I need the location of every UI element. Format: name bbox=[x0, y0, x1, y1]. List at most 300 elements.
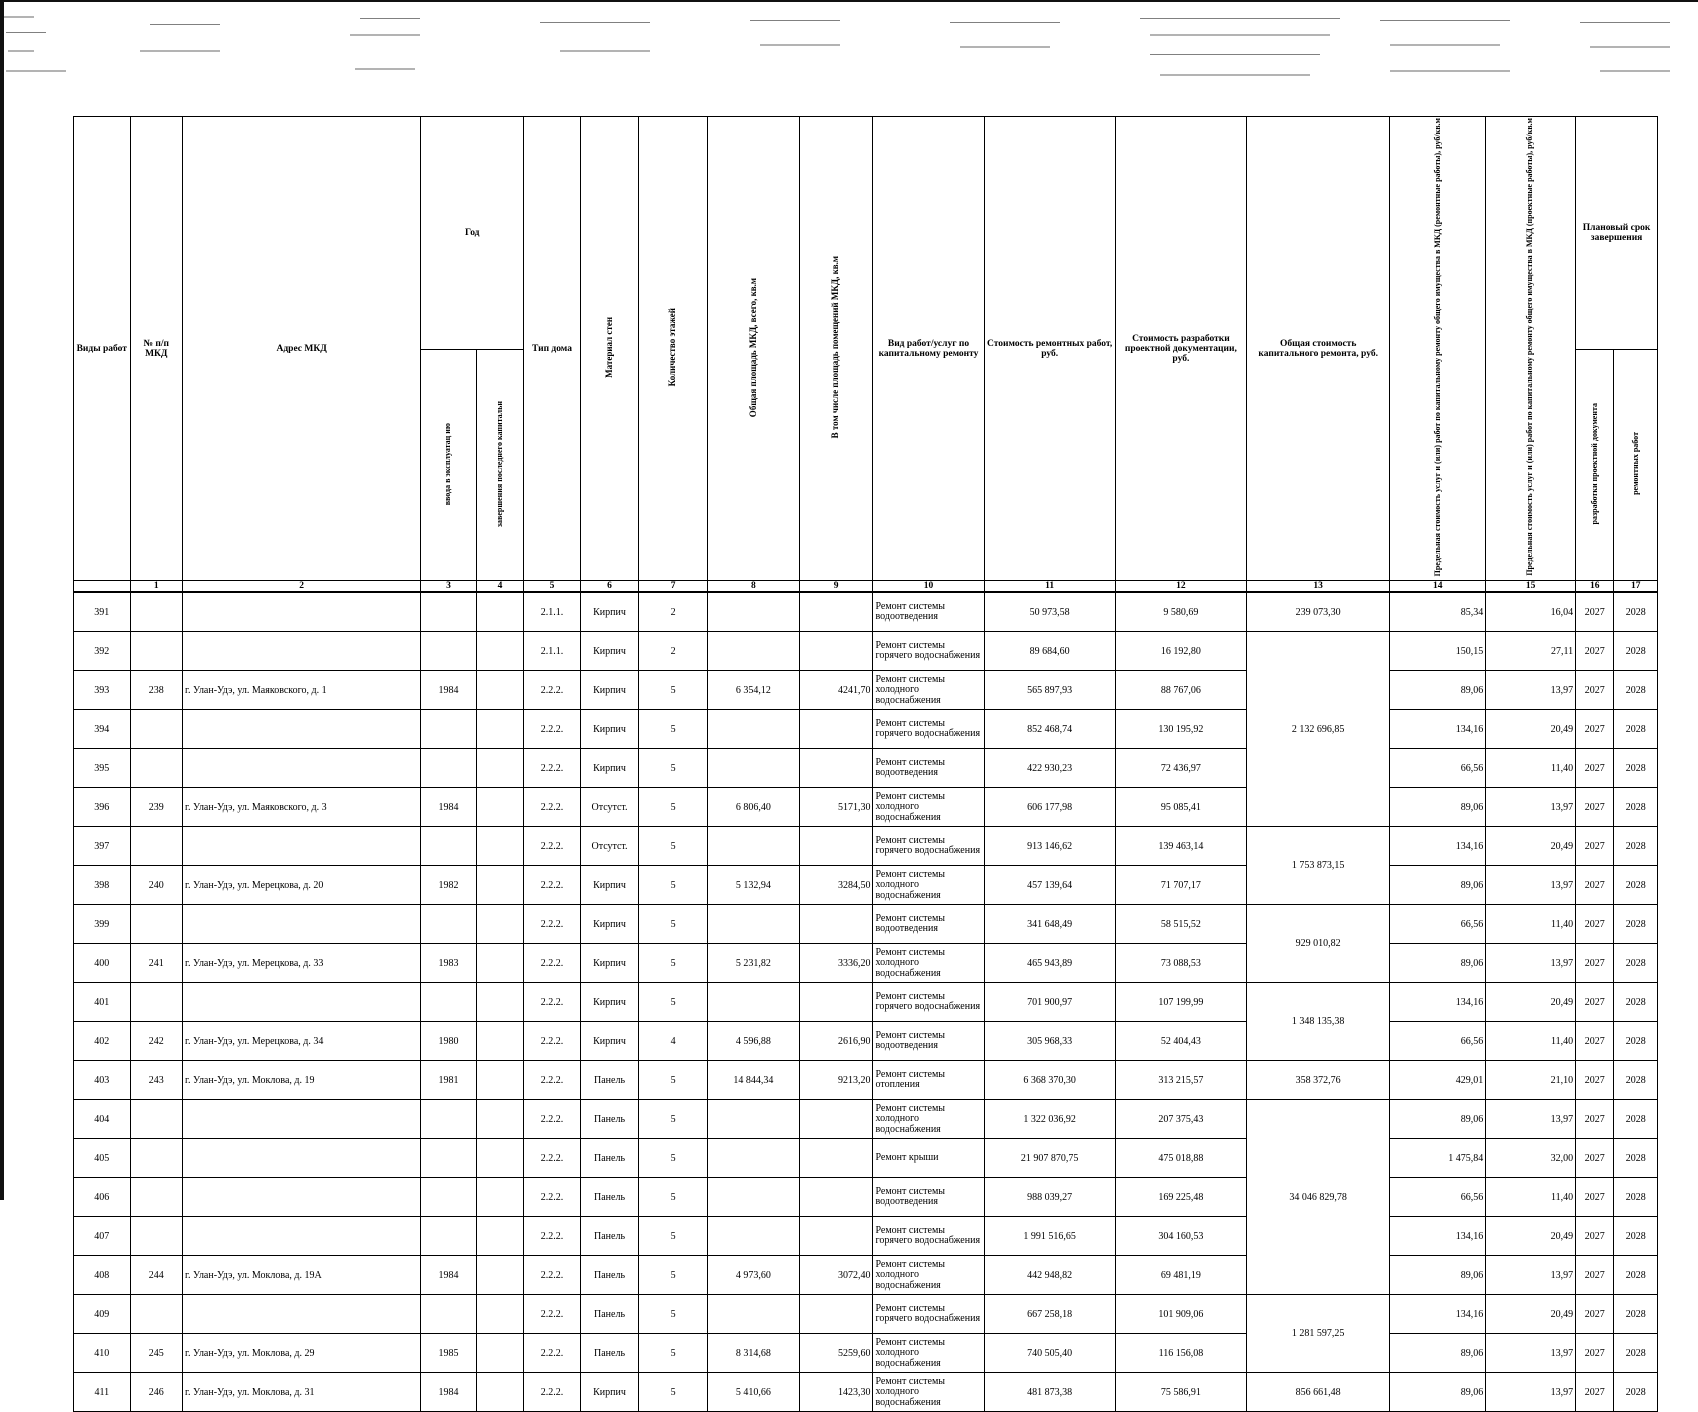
hdr-srok-rem-text: ремонтных работ bbox=[1630, 432, 1640, 496]
address: г. Улан-Удэ, ул. Маяковского, д. 3 bbox=[183, 788, 421, 827]
deadline-repair: 2028 bbox=[1614, 905, 1658, 944]
year-last-repair bbox=[476, 788, 523, 827]
wall-material: Кирпич bbox=[580, 632, 639, 671]
house-type: 2.2.2. bbox=[524, 788, 581, 827]
limit-cost-repair: 1 475,84 bbox=[1390, 1139, 1486, 1178]
address: г. Улан-Удэ, ул. Моклова, д. 29 bbox=[183, 1334, 421, 1373]
col-number: 11 bbox=[984, 581, 1115, 593]
premises-area: 9213,20 bbox=[799, 1061, 873, 1100]
work-type: Ремонт системы холодного водоснабжения bbox=[873, 944, 984, 983]
limit-cost-repair: 134,16 bbox=[1390, 1217, 1486, 1256]
design-cost: 475 018,88 bbox=[1115, 1139, 1246, 1178]
wall-material: Кирпич bbox=[580, 749, 639, 788]
total-area bbox=[707, 983, 799, 1022]
wall-material: Панель bbox=[580, 1295, 639, 1334]
design-cost: 73 088,53 bbox=[1115, 944, 1246, 983]
deadline-design: 2027 bbox=[1576, 671, 1614, 710]
year-commissioned bbox=[421, 827, 477, 866]
limit-cost-repair: 429,01 bbox=[1390, 1061, 1486, 1100]
hdr-vidy-rabot: Виды работ bbox=[74, 117, 131, 581]
col-number: 15 bbox=[1486, 581, 1576, 593]
house-type: 2.2.2. bbox=[524, 983, 581, 1022]
repair-cost: 457 139,64 bbox=[984, 866, 1115, 905]
col-number: 2 bbox=[183, 581, 421, 593]
design-cost: 304 160,53 bbox=[1115, 1217, 1246, 1256]
work-type: Ремонт системы водоотведения bbox=[873, 592, 984, 632]
repair-cost: 341 648,49 bbox=[984, 905, 1115, 944]
premises-area bbox=[799, 1295, 873, 1334]
year-last-repair bbox=[476, 866, 523, 905]
address bbox=[183, 1217, 421, 1256]
total-area: 5 231,82 bbox=[707, 944, 799, 983]
col-number: 4 bbox=[476, 581, 523, 593]
address: г. Улан-Удэ, ул. Моклова, д. 31 bbox=[183, 1373, 421, 1412]
work-type: Ремонт системы холодного водоснабжения bbox=[873, 1256, 984, 1295]
repair-cost: 465 943,89 bbox=[984, 944, 1115, 983]
col-number: 16 bbox=[1576, 581, 1614, 593]
work-type: Ремонт системы холодного водоснабжения bbox=[873, 1373, 984, 1412]
year-last-repair bbox=[476, 827, 523, 866]
hdr-material-text: Материал стен bbox=[603, 316, 614, 378]
row-number: 396 bbox=[74, 788, 131, 827]
hdr-srok-rem bbox=[1614, 349, 1658, 580]
year-last-repair bbox=[476, 1334, 523, 1373]
deadline-repair: 2028 bbox=[1614, 1178, 1658, 1217]
hdr-vid-rabot: Вид работ/услуг по капитальному ремонту bbox=[873, 117, 984, 581]
mkd-number: 240 bbox=[130, 866, 182, 905]
hdr-god-vvod bbox=[421, 349, 477, 580]
deadline-design: 2027 bbox=[1576, 1022, 1614, 1061]
house-type: 2.2.2. bbox=[524, 1295, 581, 1334]
total-cost: 929 010,82 bbox=[1247, 905, 1390, 983]
house-type: 2.1.1. bbox=[524, 592, 581, 632]
premises-area bbox=[799, 1178, 873, 1217]
floors: 5 bbox=[639, 710, 708, 749]
total-area: 5 132,94 bbox=[707, 866, 799, 905]
premises-area bbox=[799, 592, 873, 632]
limit-cost-design: 27,11 bbox=[1486, 632, 1576, 671]
floors: 5 bbox=[639, 671, 708, 710]
deadline-design: 2027 bbox=[1576, 1178, 1614, 1217]
hdr-pred15 bbox=[1486, 117, 1576, 581]
hdr-stoim-rem: Стоимость ремонтных работ, руб. bbox=[984, 117, 1115, 581]
col-number: 13 bbox=[1247, 581, 1390, 593]
work-type: Ремонт системы холодного водоснабжения bbox=[873, 866, 984, 905]
mkd-number bbox=[130, 1178, 182, 1217]
col-number: 1 bbox=[130, 581, 182, 593]
limit-cost-repair: 89,06 bbox=[1390, 1373, 1486, 1412]
table-row bbox=[74, 1178, 1658, 1217]
wall-material: Панель bbox=[580, 1100, 639, 1139]
house-type: 2.1.1. bbox=[524, 632, 581, 671]
hdr-adres: Адрес МКД bbox=[183, 117, 421, 581]
wall-material: Панель bbox=[580, 1178, 639, 1217]
house-type: 2.2.2. bbox=[524, 1100, 581, 1139]
deadline-repair: 2028 bbox=[1614, 632, 1658, 671]
limit-cost-repair: 66,56 bbox=[1390, 1022, 1486, 1061]
mkd-number bbox=[130, 983, 182, 1022]
hdr-ploshad bbox=[707, 117, 799, 581]
year-last-repair bbox=[476, 1061, 523, 1100]
year-commissioned bbox=[421, 905, 477, 944]
hdr-pred14-text: Предельная стоимость услуг и (или) работ по капитальному ремонту общего имущества в МКД (ремонтные работы), руб/кв.м bbox=[1432, 118, 1442, 577]
col-number-blank bbox=[74, 581, 131, 593]
design-cost: 101 909,06 bbox=[1115, 1295, 1246, 1334]
deadline-design: 2027 bbox=[1576, 1217, 1614, 1256]
row-number: 397 bbox=[74, 827, 131, 866]
repair-cost: 1 991 516,65 bbox=[984, 1217, 1115, 1256]
year-last-repair bbox=[476, 1022, 523, 1061]
address: г. Улан-Удэ, ул. Мерецкова, д. 20 bbox=[183, 866, 421, 905]
table-row bbox=[74, 827, 1658, 866]
work-type: Ремонт системы горячего водоснабжения bbox=[873, 710, 984, 749]
total-area: 14 844,34 bbox=[707, 1061, 799, 1100]
floors: 5 bbox=[639, 983, 708, 1022]
top-border bbox=[0, 0, 1698, 2]
hdr-material bbox=[580, 117, 639, 581]
total-cost: 1 753 873,15 bbox=[1247, 827, 1390, 905]
year-last-repair bbox=[476, 1217, 523, 1256]
wall-material: Панель bbox=[580, 1061, 639, 1100]
year-commissioned bbox=[421, 592, 477, 632]
deadline-design: 2027 bbox=[1576, 1373, 1614, 1412]
total-area bbox=[707, 592, 799, 632]
repair-cost: 422 930,23 bbox=[984, 749, 1115, 788]
design-cost: 71 707,17 bbox=[1115, 866, 1246, 905]
wall-material: Панель bbox=[580, 1256, 639, 1295]
table-row bbox=[74, 905, 1658, 944]
mkd-number: 238 bbox=[130, 671, 182, 710]
hdr-ploshad-pom-text: В том числе площадь помещений МКД, кв.м bbox=[830, 256, 841, 439]
limit-cost-repair: 89,06 bbox=[1390, 788, 1486, 827]
premises-area bbox=[799, 632, 873, 671]
premises-area: 5171,30 bbox=[799, 788, 873, 827]
limit-cost-repair: 89,06 bbox=[1390, 1334, 1486, 1373]
year-last-repair bbox=[476, 983, 523, 1022]
year-commissioned bbox=[421, 1100, 477, 1139]
work-type: Ремонт системы отопления bbox=[873, 1061, 984, 1100]
mkd-number bbox=[130, 710, 182, 749]
wall-material: Панель bbox=[580, 1139, 639, 1178]
limit-cost-design: 20,49 bbox=[1486, 827, 1576, 866]
limit-cost-repair: 66,56 bbox=[1390, 749, 1486, 788]
row-number: 404 bbox=[74, 1100, 131, 1139]
limit-cost-design: 13,97 bbox=[1486, 866, 1576, 905]
deadline-repair: 2028 bbox=[1614, 749, 1658, 788]
address: г. Улан-Удэ, ул. Мерецкова, д. 33 bbox=[183, 944, 421, 983]
work-type: Ремонт системы горячего водоснабжения bbox=[873, 632, 984, 671]
year-commissioned: 1982 bbox=[421, 866, 477, 905]
deadline-repair: 2028 bbox=[1614, 827, 1658, 866]
premises-area bbox=[799, 1100, 873, 1139]
design-cost: 72 436,97 bbox=[1115, 749, 1246, 788]
deadline-design: 2027 bbox=[1576, 1139, 1614, 1178]
hdr-pred14 bbox=[1390, 117, 1486, 581]
row-number: 405 bbox=[74, 1139, 131, 1178]
repair-cost: 988 039,27 bbox=[984, 1178, 1115, 1217]
year-commissioned bbox=[421, 1178, 477, 1217]
work-type: Ремонт крыши bbox=[873, 1139, 984, 1178]
row-number: 410 bbox=[74, 1334, 131, 1373]
house-type: 2.2.2. bbox=[524, 905, 581, 944]
table-row bbox=[74, 944, 1658, 983]
limit-cost-repair: 150,15 bbox=[1390, 632, 1486, 671]
address bbox=[183, 1295, 421, 1334]
house-type: 2.2.2. bbox=[524, 944, 581, 983]
total-area: 4 596,88 bbox=[707, 1022, 799, 1061]
address bbox=[183, 592, 421, 632]
address bbox=[183, 632, 421, 671]
hdr-etazhi bbox=[639, 117, 708, 581]
work-type: Ремонт системы холодного водоснабжения bbox=[873, 1334, 984, 1373]
address bbox=[183, 905, 421, 944]
limit-cost-repair: 134,16 bbox=[1390, 1295, 1486, 1334]
limit-cost-design: 11,40 bbox=[1486, 1022, 1576, 1061]
address: г. Улан-Удэ, ул. Моклова, д. 19 bbox=[183, 1061, 421, 1100]
total-cost: 2 132 696,85 bbox=[1247, 632, 1390, 827]
house-type: 2.2.2. bbox=[524, 1373, 581, 1412]
row-number: 409 bbox=[74, 1295, 131, 1334]
limit-cost-design: 16,04 bbox=[1486, 592, 1576, 632]
total-area bbox=[707, 827, 799, 866]
total-area bbox=[707, 632, 799, 671]
hdr-tip-doma: Тип дома bbox=[524, 117, 581, 581]
wall-material: Кирпич bbox=[580, 905, 639, 944]
year-commissioned: 1983 bbox=[421, 944, 477, 983]
floors: 5 bbox=[639, 866, 708, 905]
mkd-number bbox=[130, 632, 182, 671]
design-cost: 69 481,19 bbox=[1115, 1256, 1246, 1295]
floors: 5 bbox=[639, 749, 708, 788]
limit-cost-design: 13,97 bbox=[1486, 671, 1576, 710]
mkd-number: 246 bbox=[130, 1373, 182, 1412]
deadline-repair: 2028 bbox=[1614, 1217, 1658, 1256]
year-last-repair bbox=[476, 1139, 523, 1178]
repair-cost: 852 468,74 bbox=[984, 710, 1115, 749]
deadline-repair: 2028 bbox=[1614, 592, 1658, 632]
premises-area: 1423,30 bbox=[799, 1373, 873, 1412]
hdr-srok-proekt-text: разработки проектной документа bbox=[1589, 402, 1599, 525]
table-row bbox=[74, 1373, 1658, 1412]
work-type: Ремонт системы горячего водоснабжения bbox=[873, 983, 984, 1022]
limit-cost-repair: 89,06 bbox=[1390, 944, 1486, 983]
limit-cost-design: 20,49 bbox=[1486, 983, 1576, 1022]
table-row bbox=[74, 1295, 1658, 1334]
total-cost: 1 281 597,25 bbox=[1247, 1295, 1390, 1373]
table-row bbox=[74, 788, 1658, 827]
deadline-design: 2027 bbox=[1576, 827, 1614, 866]
house-type: 2.2.2. bbox=[524, 827, 581, 866]
hdr-pred15-text: Предельная стоимость услуг и (или) работ по капитальному ремонту общего имущества в МКД (проектные работы), руб/кв.м bbox=[1525, 118, 1535, 577]
wall-material: Кирпич bbox=[580, 592, 639, 632]
address bbox=[183, 1139, 421, 1178]
deadline-repair: 2028 bbox=[1614, 671, 1658, 710]
floors: 5 bbox=[639, 905, 708, 944]
mkd-number bbox=[130, 1295, 182, 1334]
floors: 2 bbox=[639, 592, 708, 632]
total-area bbox=[707, 749, 799, 788]
year-commissioned: 1984 bbox=[421, 671, 477, 710]
year-last-repair bbox=[476, 1100, 523, 1139]
limit-cost-repair: 134,16 bbox=[1390, 827, 1486, 866]
deadline-repair: 2028 bbox=[1614, 1022, 1658, 1061]
deadline-design: 2027 bbox=[1576, 749, 1614, 788]
mkd-number: 244 bbox=[130, 1256, 182, 1295]
year-commissioned bbox=[421, 983, 477, 1022]
col-number: 10 bbox=[873, 581, 984, 593]
premises-area bbox=[799, 749, 873, 788]
limit-cost-design: 13,97 bbox=[1486, 1256, 1576, 1295]
floors: 5 bbox=[639, 827, 708, 866]
mkd-number bbox=[130, 827, 182, 866]
mkd-number: 241 bbox=[130, 944, 182, 983]
limit-cost-repair: 89,06 bbox=[1390, 671, 1486, 710]
floors: 5 bbox=[639, 788, 708, 827]
house-type: 2.2.2. bbox=[524, 710, 581, 749]
year-commissioned: 1984 bbox=[421, 1256, 477, 1295]
col-number: 17 bbox=[1614, 581, 1658, 593]
limit-cost-repair: 134,16 bbox=[1390, 983, 1486, 1022]
premises-area: 3336,20 bbox=[799, 944, 873, 983]
wall-material: Кирпич bbox=[580, 1373, 639, 1412]
premises-area: 3072,40 bbox=[799, 1256, 873, 1295]
col-number: 5 bbox=[524, 581, 581, 593]
repair-plan-table bbox=[73, 116, 1658, 1412]
row-number: 392 bbox=[74, 632, 131, 671]
year-last-repair bbox=[476, 1256, 523, 1295]
address bbox=[183, 1100, 421, 1139]
year-last-repair bbox=[476, 749, 523, 788]
mkd-number: 243 bbox=[130, 1061, 182, 1100]
premises-area: 4241,70 bbox=[799, 671, 873, 710]
year-last-repair bbox=[476, 1373, 523, 1412]
hdr-god-vvod-text: ввода в эксплуатац ию bbox=[443, 422, 453, 505]
total-area bbox=[707, 1139, 799, 1178]
deadline-design: 2027 bbox=[1576, 944, 1614, 983]
limit-cost-design: 11,40 bbox=[1486, 749, 1576, 788]
mkd-number bbox=[130, 1100, 182, 1139]
hdr-ploshad-pom bbox=[799, 117, 873, 581]
premises-area: 5259,60 bbox=[799, 1334, 873, 1373]
total-cost: 856 661,48 bbox=[1247, 1373, 1390, 1412]
wall-material: Кирпич bbox=[580, 671, 639, 710]
design-cost: 16 192,80 bbox=[1115, 632, 1246, 671]
premises-area bbox=[799, 1217, 873, 1256]
design-cost: 107 199,99 bbox=[1115, 983, 1246, 1022]
house-type: 2.2.2. bbox=[524, 1178, 581, 1217]
column-number-row bbox=[74, 581, 1658, 593]
mkd-number bbox=[130, 905, 182, 944]
mkd-number bbox=[130, 749, 182, 788]
repair-cost: 740 505,40 bbox=[984, 1334, 1115, 1373]
house-type: 2.2.2. bbox=[524, 749, 581, 788]
year-last-repair bbox=[476, 710, 523, 749]
repair-cost: 481 873,38 bbox=[984, 1373, 1115, 1412]
row-number: 407 bbox=[74, 1217, 131, 1256]
table-row bbox=[74, 671, 1658, 710]
floors: 5 bbox=[639, 1178, 708, 1217]
wall-material: Кирпич bbox=[580, 983, 639, 1022]
wall-material: Кирпич bbox=[580, 944, 639, 983]
floors: 2 bbox=[639, 632, 708, 671]
total-area: 6 354,12 bbox=[707, 671, 799, 710]
house-type: 2.2.2. bbox=[524, 1256, 581, 1295]
total-cost: 358 372,76 bbox=[1247, 1061, 1390, 1100]
table-row bbox=[74, 1217, 1658, 1256]
limit-cost-design: 13,97 bbox=[1486, 1334, 1576, 1373]
work-type: Ремонт системы холодного водоснабжения bbox=[873, 671, 984, 710]
design-cost: 139 463,14 bbox=[1115, 827, 1246, 866]
row-number: 406 bbox=[74, 1178, 131, 1217]
deadline-design: 2027 bbox=[1576, 1334, 1614, 1373]
year-last-repair bbox=[476, 632, 523, 671]
design-cost: 95 085,41 bbox=[1115, 788, 1246, 827]
address bbox=[183, 983, 421, 1022]
left-scan-edge bbox=[0, 0, 4, 1200]
repair-cost: 89 684,60 bbox=[984, 632, 1115, 671]
repair-cost: 305 968,33 bbox=[984, 1022, 1115, 1061]
limit-cost-repair: 89,06 bbox=[1390, 866, 1486, 905]
premises-area: 3284,50 bbox=[799, 866, 873, 905]
house-type: 2.2.2. bbox=[524, 866, 581, 905]
total-area bbox=[707, 710, 799, 749]
deadline-repair: 2028 bbox=[1614, 1295, 1658, 1334]
table-row bbox=[74, 1061, 1658, 1100]
total-area: 8 314,68 bbox=[707, 1334, 799, 1373]
work-type: Ремонт системы водоотведения bbox=[873, 1022, 984, 1061]
repair-cost: 1 322 036,92 bbox=[984, 1100, 1115, 1139]
year-commissioned: 1984 bbox=[421, 788, 477, 827]
limit-cost-design: 20,49 bbox=[1486, 710, 1576, 749]
repair-cost: 21 907 870,75 bbox=[984, 1139, 1115, 1178]
col-number: 6 bbox=[580, 581, 639, 593]
deadline-repair: 2028 bbox=[1614, 788, 1658, 827]
floors: 5 bbox=[639, 944, 708, 983]
house-type: 2.2.2. bbox=[524, 1139, 581, 1178]
limit-cost-design: 20,49 bbox=[1486, 1295, 1576, 1334]
hdr-ploshad-text: Общая площадь МКД, всего, кв.м bbox=[747, 277, 758, 417]
row-number: 399 bbox=[74, 905, 131, 944]
deadline-repair: 2028 bbox=[1614, 1139, 1658, 1178]
work-type: Ремонт системы холодного водоснабжения bbox=[873, 1100, 984, 1139]
total-area bbox=[707, 1217, 799, 1256]
repair-cost: 6 368 370,30 bbox=[984, 1061, 1115, 1100]
row-number: 400 bbox=[74, 944, 131, 983]
hdr-god-zav-text: завершения последнего капитальн bbox=[494, 400, 504, 527]
premises-area bbox=[799, 827, 873, 866]
address: г. Улан-Удэ, ул. Маяковского, д. 1 bbox=[183, 671, 421, 710]
work-type: Ремонт системы горячего водоснабжения bbox=[873, 827, 984, 866]
limit-cost-design: 13,97 bbox=[1486, 1373, 1576, 1412]
design-cost: 52 404,43 bbox=[1115, 1022, 1246, 1061]
deadline-repair: 2028 bbox=[1614, 1373, 1658, 1412]
year-last-repair bbox=[476, 1178, 523, 1217]
total-area bbox=[707, 905, 799, 944]
year-last-repair bbox=[476, 671, 523, 710]
house-type: 2.2.2. bbox=[524, 1022, 581, 1061]
mkd-number: 239 bbox=[130, 788, 182, 827]
repair-cost: 913 146,62 bbox=[984, 827, 1115, 866]
row-number: 394 bbox=[74, 710, 131, 749]
hdr-god-zav bbox=[476, 349, 523, 580]
design-cost: 207 375,43 bbox=[1115, 1100, 1246, 1139]
hdr-obsh-stoim: Общая стоимость капитального ремонта, руб. bbox=[1247, 117, 1390, 581]
repair-cost: 606 177,98 bbox=[984, 788, 1115, 827]
deadline-design: 2027 bbox=[1576, 592, 1614, 632]
deadline-design: 2027 bbox=[1576, 1295, 1614, 1334]
house-type: 2.2.2. bbox=[524, 1217, 581, 1256]
deadline-repair: 2028 bbox=[1614, 983, 1658, 1022]
